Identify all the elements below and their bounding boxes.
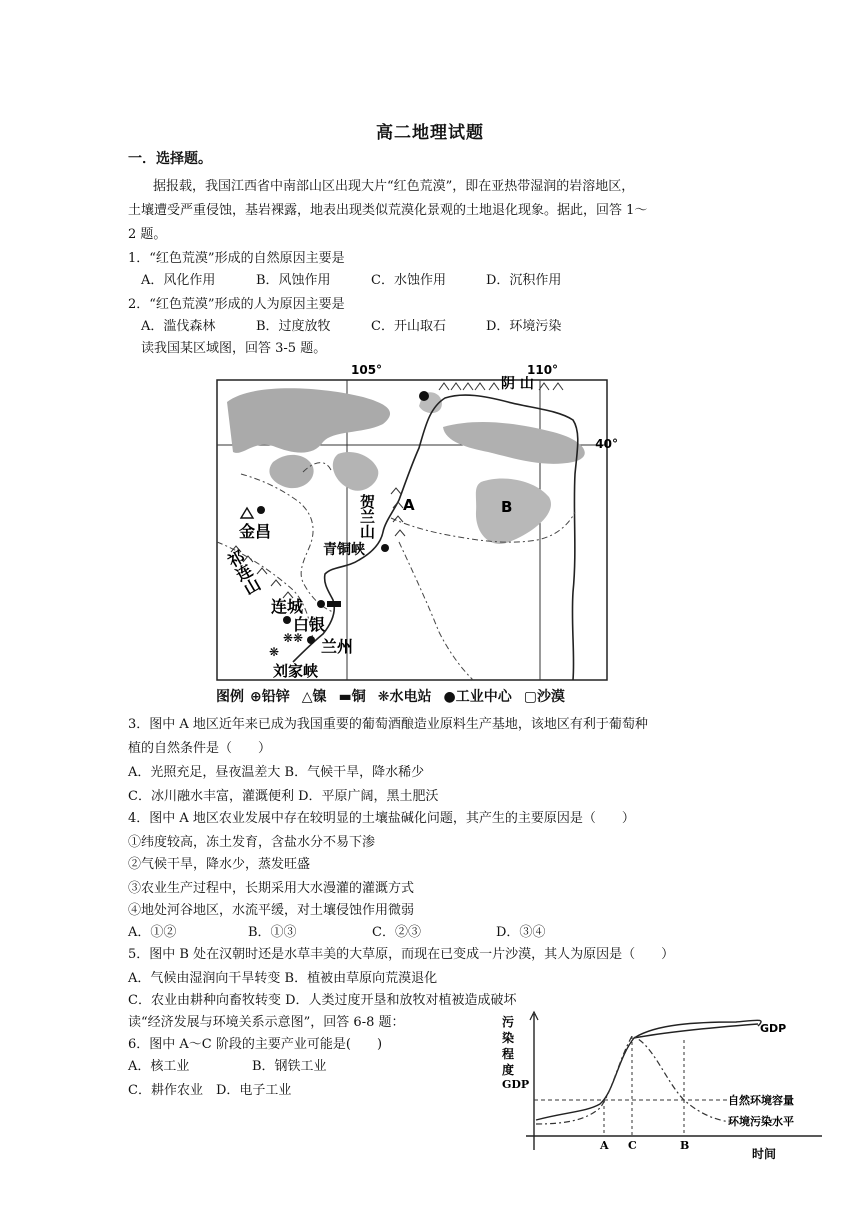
section-heading: 一．选择题。 — [128, 151, 212, 167]
lon-105-label: 105° — [351, 363, 383, 377]
B-label: B — [501, 498, 513, 516]
q2-stem: 2．“红色荒漠”形成的人为原因主要是 — [128, 297, 345, 312]
qilian-label: 祁连山 — [222, 547, 264, 599]
q3-options-1: A．光照充足，昼夜温差大 B．气候干旱，降水稀少 — [128, 765, 425, 780]
graph-intro: 读“经济发展与环境关系示意图”，回答 6-8 题： — [128, 1015, 405, 1030]
q4-option-a: A．①② — [128, 925, 177, 940]
liancheng-label: 连城 — [271, 597, 304, 616]
q6-option-c: C．耕作农业 — [128, 1083, 203, 1098]
pollution-label: 环境污染水平 — [728, 1115, 794, 1128]
gdp-label: GDP — [760, 1022, 787, 1035]
q2-option-c: C．开山取石 — [371, 319, 446, 334]
qingtongxia-industry-dot — [381, 544, 389, 552]
q4-item-4: ④地处河谷地区，水流平缓，对土壤侵蚀作用微弱 — [128, 903, 415, 918]
baiyin-label: 白银 — [293, 615, 326, 634]
legend-hydropower: ❋水电站 — [377, 689, 432, 705]
q3-options-2: C．冰川融水丰富，灌溉便利 D．平原广阔，黑土肥沃 — [128, 789, 439, 804]
q5-stem: 5．图中 B 处在汉朝时还是水草丰美的大草原，而现在已变成一片沙漠，其人为原因是（ ） — [128, 947, 675, 962]
q6-options-row-2 — [128, 1082, 291, 1100]
regional-map — [213, 362, 618, 686]
q4-option-c: C．②③ — [372, 925, 421, 940]
q4-item-2: ②气候干旱，降水少，蒸发旺盛 — [128, 857, 311, 872]
q1-option-c: C．水蚀作用 — [371, 273, 446, 288]
q2-option-b: B．过度放牧 — [256, 319, 331, 334]
q6-option-d: D．电子工业 — [216, 1083, 292, 1098]
legend-desert: ▢沙漠 — [523, 689, 565, 705]
q4-stem: 4．图中 A 地区农业发展中存在较明显的土壤盐碱化问题，其产生的主要原因是（ ） — [128, 811, 635, 826]
lanzhou-label: 兰州 — [321, 637, 354, 656]
qingtongxia-label: 青铜峡 — [323, 542, 365, 558]
helan-label: 贺兰山 — [358, 494, 376, 539]
legend-title: 图例 — [216, 689, 244, 705]
q4-options — [128, 924, 545, 942]
ylabel-2: 染 — [502, 1031, 515, 1045]
q4-option-d: D．③④ — [496, 925, 546, 940]
intro-line-1: 据报载，我国江西省中南部山区出现大片“红色荒漠”，即在亚热带湿润的岩溶地区， — [153, 179, 635, 194]
q2-options — [141, 318, 561, 336]
q1-options — [141, 272, 561, 290]
legend-industry: ●工业中心 — [443, 689, 512, 705]
hydropower-icon-2: ❋ — [269, 645, 280, 659]
q3-stem-1: 3．图中 A 地区近年来已成为我国重要的葡萄酒酿造业原料生产基地，该地区有利于葡萄种 — [128, 717, 648, 732]
q4-item-3: ③农业生产过程中，长期采用大水漫灌的灌溉方式 — [128, 881, 415, 896]
q4-option-b: B．①③ — [248, 925, 297, 940]
lon-110-label: 110° — [527, 363, 559, 377]
map-legend — [216, 686, 577, 706]
q6-stem: 6．图中 A～C 阶段的主要产业可能是( ) — [128, 1037, 383, 1052]
ylabel-4: 度 — [502, 1063, 515, 1077]
environment-graph — [496, 1012, 826, 1162]
q4-item-1: ①纬度较高，冻土发育，含盐水分不易下渗 — [128, 835, 376, 850]
legend-nickel: △镍 — [301, 689, 327, 705]
hydropower-icon: ❋❋ — [283, 631, 304, 645]
q6-option-a: A．核工业 — [128, 1059, 190, 1074]
q5-options-2: C．农业由耕种向畜牧转变 D．人类过度开垦和放牧对植被造成破坏 — [128, 993, 517, 1008]
intro-line-3: 2 题。 — [128, 227, 167, 242]
legend-copper: ▬铜 — [338, 689, 366, 705]
tick-C: C — [628, 1139, 637, 1152]
legend-lead-zinc: ⊕铅锌 — [250, 689, 290, 705]
xlabel: 时间 — [752, 1147, 777, 1161]
pollution-curve — [536, 1036, 730, 1124]
ylabel-1: 污 — [502, 1015, 515, 1029]
lat-40-label: 40° — [595, 437, 618, 451]
lanzhou-industry-dot — [307, 636, 315, 644]
intro-line-2: 土壤遭受严重侵蚀，基岩裸露，地表出现类似荒漠化景观的土地退化现象。据此，回答 1～ — [128, 203, 648, 218]
ylabel-3: 程 — [502, 1047, 515, 1061]
gdp-curve-upper — [634, 1024, 758, 1038]
lead-zinc-icon — [419, 391, 429, 401]
tick-B: B — [680, 1139, 690, 1152]
yinshan-label: 阴 山 — [501, 376, 534, 392]
q2-option-d: D．环境污染 — [486, 319, 562, 334]
q1-option-b: B．风蚀作用 — [256, 273, 331, 288]
q2-option-a: A．滥伐森林 — [141, 319, 216, 334]
copper-icon — [327, 601, 341, 607]
q1-option-a: A．风化作用 — [141, 273, 216, 288]
q1-option-d: D．沉积作用 — [486, 273, 562, 288]
ylabel-gdp: GDP — [502, 1078, 530, 1091]
jinchang-label: 金昌 — [239, 522, 272, 541]
q5-options-1: A．气候由湿润向干旱转变 B．植被由草原向荒漠退化 — [128, 971, 438, 986]
liujiaxia-label: 刘家峡 — [273, 662, 319, 680]
q3-stem-2: 植的自然条件是（ ） — [128, 741, 272, 756]
q6-options-row-1 — [128, 1058, 327, 1076]
industry-dot-copper — [317, 600, 325, 608]
jinchang-industry-dot — [257, 506, 265, 514]
page-title: 高二地理试题 — [376, 123, 484, 143]
A-label: A — [403, 496, 415, 514]
q6-option-b: B．钢铁工业 — [252, 1059, 327, 1074]
tick-A: A — [600, 1139, 609, 1152]
map-intro: 读我国某区域图，回答 3-5 题。 — [141, 341, 327, 356]
capacity-label: 自然环境容量 — [728, 1094, 794, 1107]
q1-stem: 1．“红色荒漠”形成的自然原因主要是 — [128, 251, 345, 266]
liancheng-industry-dot — [283, 616, 291, 624]
